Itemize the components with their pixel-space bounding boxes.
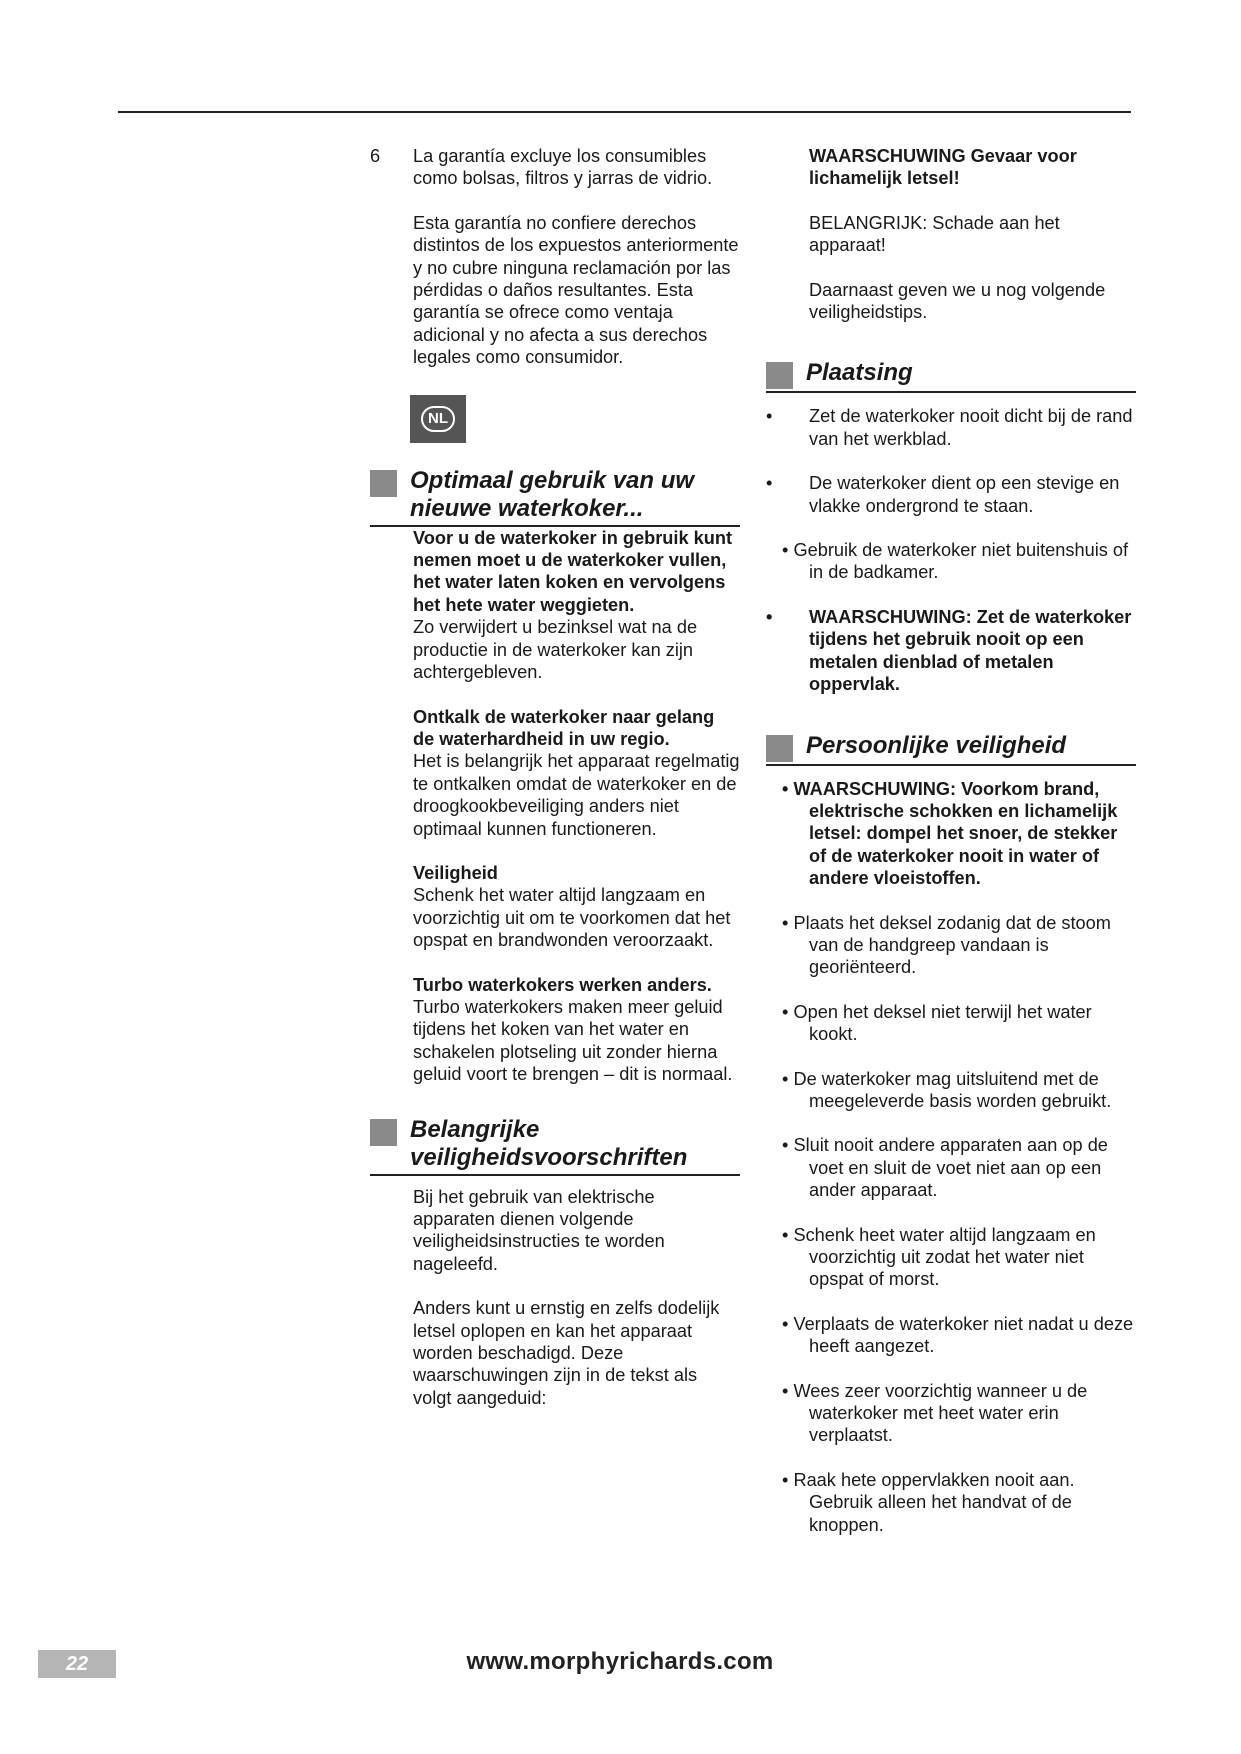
list-item-text: Raak hete oppervlakken nooit aan. Gebruik alleen het handvat of de knoppen. <box>793 1469 1075 1535</box>
list-item-text: Zet de waterkoker nooit dicht bij de rand van het werkblad. <box>809 406 1133 449</box>
list-item <box>766 472 1136 517</box>
descale-text: Het is belangrijk het apparaat regelmatig te ontkalken omdat de waterkoker en de droogkookbeveiliging anders niet optimaal kunnen functioneren. <box>413 751 740 839</box>
item-number: 6 <box>370 146 381 166</box>
top-rule <box>118 111 1131 113</box>
list-item-text: Gebruik de waterkoker niet buitenshuis of in de badkamer. <box>793 540 1129 583</box>
list-item <box>766 1001 1136 1046</box>
heading-text: Plaatsing <box>806 359 913 387</box>
bullet: • <box>782 1469 789 1490</box>
list-item <box>766 1313 1136 1358</box>
bullet: • <box>782 1224 789 1245</box>
first-use-text: Zo verwijdert u bezinksel wat na de productie in de waterkoker kan zijn achtergebleven. <box>413 617 698 683</box>
bullet: • <box>782 1001 789 1022</box>
bullet: • <box>766 606 773 627</box>
list-item-text: De waterkoker mag uitsluitend met de meegeleverde basis worden gebruikt. <box>793 1068 1112 1111</box>
right-column <box>766 145 1136 1536</box>
bullet: • <box>782 1313 789 1334</box>
section-heading-optimal-use <box>370 467 740 527</box>
section-heading-placement <box>766 359 1136 393</box>
list-item-text: Verplaats de waterkoker niet nadat u deze heeft aangezet. <box>793 1313 1134 1357</box>
heading-square-icon <box>370 470 397 497</box>
list-item-text: Open het deksel niet terwijl het water kookt. <box>793 1001 1092 1045</box>
list-item <box>766 405 1136 450</box>
list-item-text: WAARSCHUWING: Zet de waterkoker tijdens het gebruik nooit op een metalen dienblad of metalen oppervlak. <box>809 606 1132 695</box>
safety-bold: Veiligheid <box>413 862 498 883</box>
turbo-text: Turbo waterkokers maken meer geluid tijdens het koken van het water en schakelen plotseling uit zonder hierna geluid voort te brengen – dit is normaal. <box>413 996 733 1085</box>
instructions-paragraph: Bij het gebruik van elektrische apparaten dienen volgende veiligheidsinstructies te worden nageleefd. <box>413 1186 665 1274</box>
turbo-bold: Turbo waterkokers werken anders. <box>413 974 712 995</box>
bullet: • <box>766 473 773 494</box>
bullet: • <box>782 778 789 799</box>
list-item-text: Schenk heet water altijd langzaam en voorzichtig uit zodat het water niet opspat of morst. <box>793 1224 1096 1290</box>
bullet: • <box>782 540 789 561</box>
warranty-item-6 <box>370 145 740 190</box>
page-number: 22 <box>38 1650 116 1678</box>
list-item <box>766 1469 1136 1536</box>
heading-square-icon <box>766 735 793 762</box>
bullet: • <box>766 406 773 427</box>
heading-text: Persoonlijke veiligheid <box>806 731 1067 759</box>
nl-badge-label: NL <box>421 406 455 432</box>
heading-text: Belangrijke veiligheidsvoorschriften <box>410 1115 688 1171</box>
bullet: • <box>782 1068 789 1089</box>
list-item <box>766 606 1136 696</box>
tips-paragraph: Daarnaast geven we u nog volgende veiligheidstips. <box>809 279 1106 323</box>
first-use-bold: Voor u de waterkoker in gebruik kunt nemen moet u de waterkoker vullen, het water laten koken en vervolgens het hete water weggieten. <box>413 527 733 615</box>
list-item <box>766 912 1136 979</box>
warning-label: WAARSCHUWING Gevaar voor lichamelijk letsel! <box>809 146 1077 189</box>
section-heading-personal-safety <box>766 732 1136 766</box>
heading-text: Optimaal gebruik van uw nieuwe waterkoker... <box>410 466 695 522</box>
section-heading-safety-rules <box>370 1116 740 1176</box>
list-item <box>766 1224 1136 1291</box>
list-item-text: Wees zeer voorzichtig wanneer u de waterkoker met heet water erin verplaatst. <box>793 1380 1088 1446</box>
bullet: • <box>782 1135 789 1156</box>
warnings-paragraph: Anders kunt u ernstig en zelfs dodelijk letsel oplopen en kan het apparaat worden beschadigd. Deze waarschuwingen zijn in de tekst als volgt aangeduid: <box>413 1298 720 1408</box>
list-item-text: De waterkoker dient op een stevige en vlakke ondergrond te staan. <box>809 473 1120 516</box>
safety-text: Schenk het water altijd langzaam en voorzichtig uit om te voorkomen dat het opspat en brandwonden veroorzaakt. <box>413 885 731 951</box>
left-column <box>370 145 740 1409</box>
footer-url: www.morphyrichards.com <box>466 1648 774 1675</box>
heading-square-icon <box>370 1119 397 1146</box>
bullet: • <box>782 1380 789 1401</box>
list-item <box>766 778 1136 890</box>
list-item-text: Sluit nooit andere apparaten aan op de voet en sluit de voet niet aan op een ander apparaat. <box>793 1135 1108 1201</box>
nl-language-badge <box>410 395 466 443</box>
guarantee-paragraph: Esta garantía no confiere derechos distintos de los expuestos anteriormente y no cubre ninguna reclamación por las pérdidas o daños resultantes. Esta garantía se ofrece como ventaja adicional y no afecta a sus derechos legales como consumidor. <box>413 212 739 368</box>
heading-square-icon <box>766 362 793 389</box>
important-label: BELANGRIJK: Schade aan het apparaat! <box>809 212 1060 256</box>
list-item <box>766 539 1136 584</box>
list-item-text: Plaats het deksel zodanig dat de stoom van de handgreep vandaan is georiënteerd. <box>793 912 1111 978</box>
list-item <box>766 1068 1136 1113</box>
list-item <box>766 1134 1136 1201</box>
item-text: La garantía excluye los consumibles como bolsas, filtros y jarras de vidrio. <box>413 146 713 189</box>
list-item <box>766 1380 1136 1447</box>
descale-bold: Ontkalk de waterkoker naar gelang de waterhardheid in uw regio. <box>413 706 715 749</box>
bullet: • <box>782 912 789 933</box>
list-item-text: WAARSCHUWING: Voorkom brand, elektrische schokken en lichamelijk letsel: dompel het snoer, de stekker of de waterkoker nooit in water of andere vloeistoffen. <box>793 778 1118 889</box>
